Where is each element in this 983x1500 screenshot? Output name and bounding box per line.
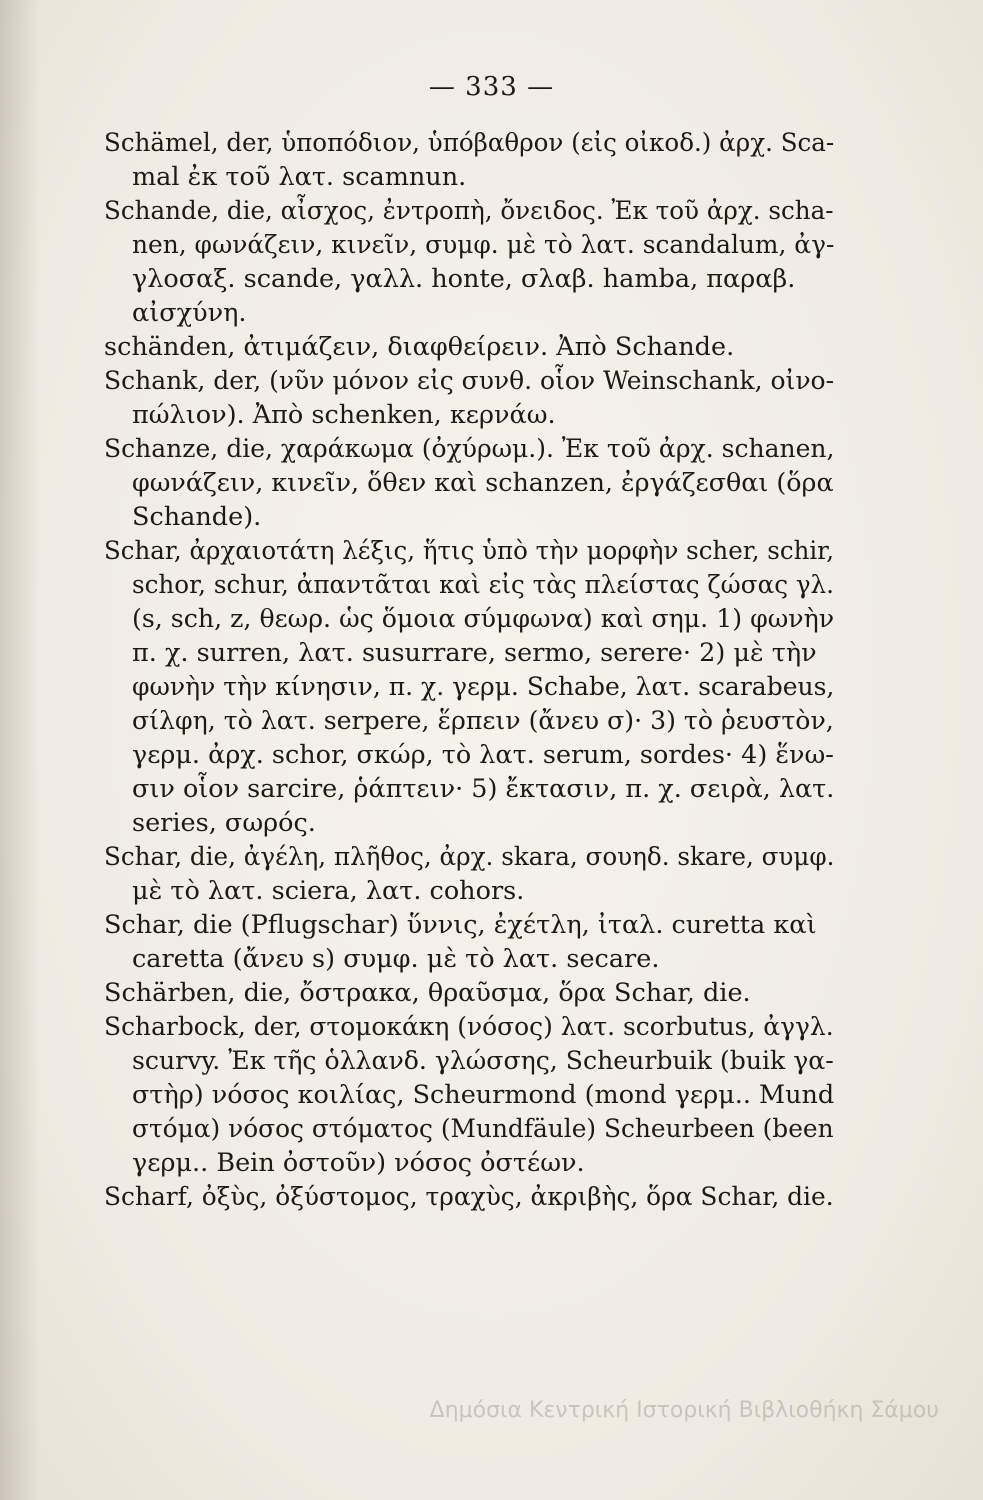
text-line: schänden, ἀτιμάζειν, διαφθείρειν. Ἀπὸ Schande. bbox=[104, 332, 735, 362]
text-line: schor, schur, ἀπαντᾶται καὶ εἰς τὰς πλείστας ζώσας γλ. bbox=[132, 570, 834, 600]
text-line: σιν οἷον sarcire, ῥάπτειν· 5) ἔκτασιν, π. χ. σειρὰ, λατ. bbox=[132, 774, 835, 804]
text-line: Scharf, ὀξὺς, ὀξύστομος, τραχὺς, ἀκριβὴς, ὅρα Schar, die. bbox=[104, 1182, 834, 1212]
text-line: Schanze, die, χαράκωμα (ὀχύρωμ.). Ἐκ τοῦ ἀρχ. schanen, bbox=[104, 434, 835, 464]
text-line: γλοσαξ. scande, γαλλ. honte, σλαβ. hamba, παραβ. bbox=[132, 264, 796, 294]
text-line: στόμα) νόσος στόματος (Mundfäule) Scheurbeen (been bbox=[132, 1114, 834, 1144]
text-line: Schande, die, αἶσχος, ἐντροπὴ, ὄνειδος. Ἐκ τοῦ ἀρχ. scha- bbox=[104, 196, 834, 226]
text-line: Schämel, der, ὑποπόδιον, ὑπόβαθρον (εἰς οἰκοδ.) ἀρχ. Sca- bbox=[104, 128, 835, 158]
page-number: — 333 — bbox=[428, 72, 555, 102]
text-line: στὴρ) νόσος κοιλίας, Scheurmond (mond γερμ.. Mund bbox=[132, 1080, 835, 1110]
text-line: Schar, die (Pflugschar) ὕννις, ἐχέτλη, ἰταλ. curetta καὶ bbox=[104, 910, 817, 940]
text-line: μὲ τὸ λατ. sciera, λατ. cohors. bbox=[132, 876, 525, 906]
text-line: series, σωρός. bbox=[132, 808, 316, 838]
text-line: Schar, ἀρχαιοτάτη λέξις, ἥτις ὑπὸ τὴν μορφὴν scher, schir, bbox=[104, 536, 834, 566]
text-line: scurvy. Ἐκ τῆς ὁλλανδ. γλώσσης, Scheurbuik (buik γα- bbox=[132, 1046, 834, 1076]
text-line: Schar, die, ἀγέλη, πλῆθος, ἀρχ. skara, σουηδ. skare, συμφ. bbox=[104, 842, 835, 872]
text-line: αἰσχύνη. bbox=[132, 298, 247, 328]
library-watermark: Δημόσια Κεντρική Ιστορική Βιβλιοθήκη Σάμου bbox=[429, 1398, 939, 1423]
text-line: φωνὴν τὴν κίνησιν, π. χ. γερμ. Schabe, λατ. scarabeus, bbox=[132, 672, 835, 702]
text-line: caretta (ἄνευ s) συμφ. μὲ τὸ λατ. secare. bbox=[132, 944, 660, 974]
text-line: γερμ.. Bein ὀστοῦν) νόσος ὀστέων. bbox=[132, 1148, 585, 1178]
text-line: (s, sch, z, θεωρ. ὡς ὅμοια σύμφωνα) καὶ σημ. 1) φωνὴν bbox=[132, 604, 835, 634]
text-line: Schank, der, (νῦν μόνον εἰς συνθ. οἷον Weinschank, οἰνο- bbox=[104, 366, 835, 396]
text-line: σίλφη, τὸ λατ. serpere, ἕρπειν (ἄνευ σ)· 3) τὸ ῥευστὸν, bbox=[132, 706, 834, 736]
text-line: Scharbock, der, στομοκάκη (νόσος) λατ. scorbutus, ἀγγλ. bbox=[104, 1012, 834, 1042]
text-line: φωνάζειν, κινεῖν, ὅθεν καὶ schanzen, ἐργάζεσθαι (ὅρα bbox=[132, 468, 834, 498]
text-line: Schärben, die, ὄστρακα, θραῦσμα, ὅρα Schar, die. bbox=[104, 978, 751, 1008]
text-line: mal ἐκ τοῦ λατ. scamnun. bbox=[132, 162, 467, 192]
text-line: nen, φωνάζειν, κινεῖν, συμφ. μὲ τὸ λατ. scandalum, ἀγ- bbox=[132, 230, 835, 260]
text-line: π. χ. surren, λατ. susurrare, sermo, serere· 2) μὲ τὴν bbox=[132, 638, 817, 668]
text-line: πώλιον). Ἀπὸ schenken, κερνάω. bbox=[132, 400, 556, 430]
text-line: Schande). bbox=[132, 502, 262, 532]
spine-shadow bbox=[0, 0, 40, 1500]
text-line: γερμ. ἀρχ. schor, σκώρ, τὸ λατ. serum, sordes· 4) ἕνω- bbox=[132, 740, 834, 770]
